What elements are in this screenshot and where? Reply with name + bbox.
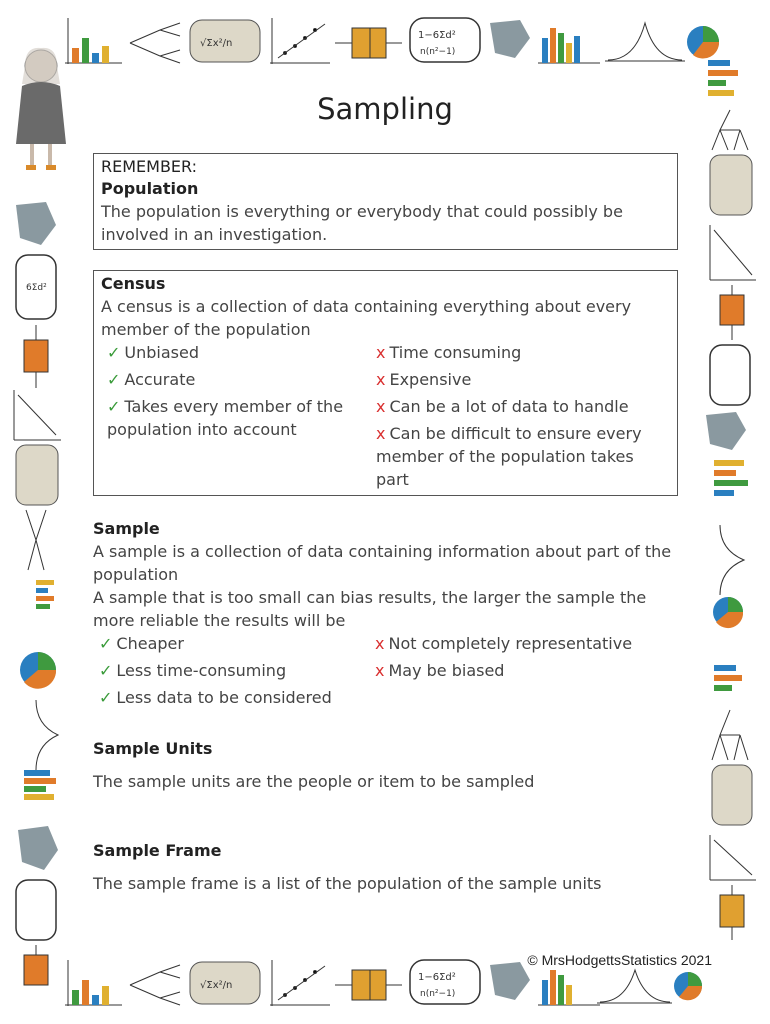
- normal-curve-icon: [720, 525, 744, 595]
- sample-units-section: [93, 738, 678, 793]
- map-icon: [18, 826, 58, 870]
- tree-diagram-icon: [130, 23, 180, 63]
- list-item: ✓ Unbiased: [107, 343, 199, 362]
- spearman-formula-icon: [710, 345, 750, 405]
- bar-chart-icon: [65, 960, 122, 1006]
- census-box: [93, 270, 678, 496]
- pie-chart-icon: [713, 597, 743, 628]
- check-icon: ✓: [107, 397, 121, 416]
- scatter-plot-icon: [710, 835, 756, 880]
- pie-chart-icon: [674, 972, 702, 1000]
- spearman-formula-icon: [16, 880, 56, 940]
- list-item: x Expensive: [376, 370, 472, 389]
- census-pros-cons: [101, 341, 670, 489]
- cross-icon: x: [375, 661, 385, 680]
- spearman-formula-icon: [410, 960, 480, 1004]
- sample-disadvantages: [375, 632, 675, 686]
- page-title: Sampling: [317, 92, 453, 126]
- census-definition: A census is a collection of data containing everything about every member of the population: [101, 297, 632, 339]
- check-icon: ✓: [99, 661, 113, 680]
- box-plot-icon: [24, 945, 48, 985]
- cross-icon: x: [376, 424, 386, 443]
- svg-text:6Σd²: 6Σd²: [26, 283, 47, 293]
- bar-chart-icon: [36, 580, 54, 609]
- copyright-notice: © MrsHodgettsStatistics 2021: [527, 952, 712, 968]
- census-heading: Census: [101, 274, 166, 293]
- svg-text:n(n²−1): n(n²−1): [420, 989, 456, 999]
- formula-icon: [712, 765, 752, 825]
- list-item: ✓ Cheaper: [99, 634, 184, 653]
- sample-frame-definition: The sample frame is a list of the population of the sample units: [93, 874, 602, 893]
- box-plot-icon: [720, 285, 744, 340]
- check-icon: ✓: [99, 688, 113, 707]
- normal-curve-icon: [597, 970, 672, 1003]
- population-definition: The population is everything or everybody that could possibly be involved in an investigation.: [101, 202, 623, 244]
- list-item: x Not completely representative: [375, 634, 633, 653]
- sample-frame-heading: Sample Frame: [93, 841, 222, 860]
- histogram-icon: [538, 970, 600, 1005]
- normal-curve-icon: [605, 23, 685, 61]
- formula-icon: [190, 962, 260, 1004]
- svg-text:n(n²−1): n(n²−1): [420, 47, 456, 57]
- list-item: x Can be difficult to ensure every member of the population takes part: [376, 424, 642, 489]
- list-item: ✓ Accurate: [107, 370, 196, 389]
- check-icon: ✓: [107, 370, 121, 389]
- sample-pros-cons: [93, 632, 678, 722]
- formula-icon: [710, 155, 752, 215]
- scatter-plot-icon: [270, 18, 330, 64]
- list-item: ✓ Takes every member of the population into account: [107, 397, 344, 439]
- normal-curve-icon: [36, 700, 58, 770]
- cross-icon: x: [376, 343, 386, 362]
- scatter-plot-icon: [14, 390, 61, 440]
- pie-chart-icon: [20, 652, 56, 689]
- remember-label: REMEMBER:: [101, 157, 198, 176]
- cross-icon: x: [376, 370, 386, 389]
- decorative-border-right: [700, 20, 764, 1010]
- box-plot-icon: [720, 885, 744, 940]
- box-plot-icon: [335, 970, 402, 1000]
- list-item: ✓ Less time-consuming: [99, 661, 287, 680]
- box-plot-icon: [24, 325, 48, 388]
- tree-diagram-icon: [26, 510, 46, 570]
- cross-icon: x: [376, 397, 386, 416]
- map-icon: [490, 20, 530, 58]
- scatter-plot-icon: [270, 960, 330, 1006]
- census-advantages: [107, 341, 369, 445]
- formula-icon: [190, 20, 260, 62]
- sample-heading: Sample: [93, 519, 160, 538]
- cross-icon: x: [375, 634, 385, 653]
- check-icon: ✓: [99, 634, 113, 653]
- formula-icon: [16, 445, 58, 505]
- spearman-formula-icon: [16, 255, 56, 319]
- bar-chart-icon: [708, 60, 738, 96]
- tree-diagram-icon: [712, 710, 748, 760]
- sample-frame-section: [93, 840, 678, 895]
- map-icon: [706, 412, 746, 450]
- scatter-plot-icon: [710, 225, 756, 280]
- box-plot-icon: [335, 28, 402, 58]
- check-icon: ✓: [107, 343, 121, 362]
- sample-advantages: [99, 632, 369, 713]
- list-item: ✓ Less data to be considered: [99, 688, 332, 707]
- svg-text:1−6Σd²: 1−6Σd²: [418, 972, 456, 983]
- tree-diagram-icon: [130, 965, 180, 1005]
- population-heading: Population: [101, 179, 199, 198]
- list-item: x Can be a lot of data to handle: [376, 397, 629, 416]
- sample-units-definition: The sample units are the people or item to be sampled: [93, 772, 535, 791]
- list-item: x May be biased: [375, 661, 505, 680]
- histogram-icon: [24, 770, 56, 800]
- svg-text:√Σx²/n: √Σx²/n: [200, 38, 233, 49]
- census-disadvantages: [376, 341, 671, 495]
- decorative-border-top: [60, 8, 720, 72]
- list-item: x Time consuming: [376, 343, 522, 362]
- map-icon: [16, 202, 56, 245]
- svg-text:√Σx²/n: √Σx²/n: [200, 980, 233, 991]
- sample-size-note: A sample that is too small can bias results, the larger the sample the more reliable the results will be: [93, 588, 647, 630]
- histogram-icon: [714, 460, 748, 496]
- decorative-border-left: [6, 190, 70, 1020]
- bar-chart-icon: [714, 665, 742, 691]
- sample-section: [93, 518, 678, 722]
- svg-text:1−6Σd²: 1−6Σd²: [418, 30, 456, 41]
- sample-definition: A sample is a collection of data containing information about part of the population: [93, 542, 672, 584]
- remember-box: [93, 153, 678, 250]
- spearman-formula-icon: [410, 18, 480, 62]
- sample-units-heading: Sample Units: [93, 739, 213, 758]
- histogram-icon: [538, 28, 600, 63]
- map-icon: [490, 962, 530, 1000]
